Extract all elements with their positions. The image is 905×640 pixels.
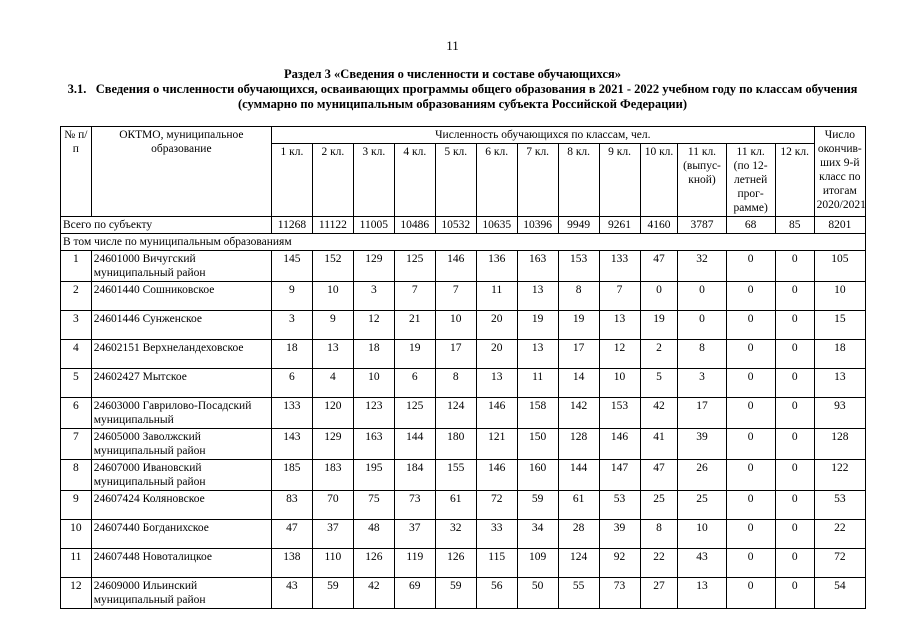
row-value: 3 [271,311,312,340]
row-value: 0 [726,520,775,549]
row-value: 126 [353,549,394,578]
row-value: 43 [678,549,726,578]
header-class: 9 кл. [599,144,640,217]
row-value: 2 [640,340,678,369]
row-value: 0 [678,282,726,311]
header-class: 12 кл. [775,144,814,217]
row-value: 72 [814,549,865,578]
row-value: 0 [726,549,775,578]
row-value: 6 [271,369,312,398]
row-value: 54 [814,578,865,609]
header-class: 10 кл. [640,144,678,217]
subheader-row [61,234,866,251]
table-row [61,429,866,460]
total-cell: 9261 [599,217,640,234]
row-value: 163 [517,251,558,282]
header-class: 6 кл. [476,144,517,217]
row-value: 28 [558,520,599,549]
row-value: 17 [678,398,726,429]
row-value: 34 [517,520,558,549]
table-row [61,578,866,609]
row-value: 53 [599,491,640,520]
row-value: 0 [726,340,775,369]
total-cell: 10532 [435,217,476,234]
row-value: 10 [599,369,640,398]
row-value: 56 [476,578,517,609]
row-value: 22 [640,549,678,578]
row-value: 12 [599,340,640,369]
row-value: 42 [640,398,678,429]
row-value: 9 [312,311,353,340]
header-class: 8 кл. [558,144,599,217]
row-value: 0 [775,311,814,340]
row-value: 25 [640,491,678,520]
row-value: 59 [435,578,476,609]
row-value: 105 [814,251,865,282]
row-value: 0 [775,282,814,311]
row-municipality: 24601000 Вичугский муниципальный район [91,251,271,282]
row-value: 183 [312,460,353,491]
row-value: 13 [517,340,558,369]
row-value: 59 [312,578,353,609]
row-value: 18 [271,340,312,369]
row-municipality: 24602427 Мытское [91,369,271,398]
row-municipality: 24607424 Коляновское [91,491,271,520]
row-value: 0 [775,578,814,609]
row-value: 0 [726,578,775,609]
row-value: 146 [435,251,476,282]
row-value: 10 [353,369,394,398]
row-value: 11 [476,282,517,311]
header-finished: Число окончив-ших 9-й класс по итогам 2020/2021 [814,127,865,217]
row-value: 8 [558,282,599,311]
row-value: 0 [726,491,775,520]
row-number: 8 [61,460,92,491]
row-value: 180 [435,429,476,460]
header-class: 1 кл. [271,144,312,217]
row-value: 109 [517,549,558,578]
row-value: 0 [726,398,775,429]
row-municipality: 24603000 Гаврилово-Посадский муниципальный [91,398,271,429]
row-value: 143 [271,429,312,460]
row-value: 37 [312,520,353,549]
row-value: 8 [640,520,678,549]
total-cell: 11005 [353,217,394,234]
row-value: 13 [599,311,640,340]
total-cell: 9949 [558,217,599,234]
row-value: 153 [558,251,599,282]
row-value: 12 [353,311,394,340]
row-value: 13 [312,340,353,369]
row-value: 19 [640,311,678,340]
row-value: 39 [599,520,640,549]
row-value: 146 [476,398,517,429]
row-value: 18 [353,340,394,369]
row-value: 0 [726,429,775,460]
row-value: 47 [640,460,678,491]
row-value: 33 [476,520,517,549]
table-row [61,251,866,282]
row-value: 0 [775,491,814,520]
row-value: 160 [517,460,558,491]
row-value: 14 [558,369,599,398]
row-value: 0 [775,340,814,369]
row-value: 5 [640,369,678,398]
row-value: 8 [678,340,726,369]
row-value: 155 [435,460,476,491]
row-value: 142 [558,398,599,429]
total-cell: 10635 [476,217,517,234]
header-class: 11 кл. (по 12-летней прог-рамме) [726,144,775,217]
row-number: 6 [61,398,92,429]
subsection-number: 3.1. [67,82,87,96]
row-value: 53 [814,491,865,520]
row-value: 72 [476,491,517,520]
total-cell: 4160 [640,217,678,234]
row-value: 163 [353,429,394,460]
row-value: 125 [394,251,435,282]
row-value: 25 [678,491,726,520]
row-municipality: 24607440 Богданихское [91,520,271,549]
subheader-label: В том числе по муниципальным образованиям [61,234,866,251]
row-value: 13 [678,578,726,609]
header-class: 7 кл. [517,144,558,217]
row-value: 122 [814,460,865,491]
row-value: 55 [558,578,599,609]
row-value: 125 [394,398,435,429]
table-row [61,340,866,369]
row-value: 50 [517,578,558,609]
row-value: 9 [271,282,312,311]
table-row [61,460,866,491]
row-value: 41 [640,429,678,460]
row-value: 146 [476,460,517,491]
header-class: 5 кл. [435,144,476,217]
row-value: 73 [599,578,640,609]
row-number: 9 [61,491,92,520]
row-value: 7 [599,282,640,311]
row-value: 128 [558,429,599,460]
row-value: 129 [353,251,394,282]
row-value: 73 [394,491,435,520]
row-municipality: 24601446 Сунженское [91,311,271,340]
row-value: 13 [476,369,517,398]
row-value: 19 [394,340,435,369]
row-value: 42 [353,578,394,609]
row-value: 7 [394,282,435,311]
row-value: 69 [394,578,435,609]
row-value: 119 [394,549,435,578]
row-value: 0 [775,520,814,549]
row-value: 152 [312,251,353,282]
row-value: 61 [435,491,476,520]
row-value: 19 [517,311,558,340]
row-value: 144 [558,460,599,491]
row-municipality: 24607000 Ивановский муниципальный район [91,460,271,491]
row-value: 146 [599,429,640,460]
subsection-heading [40,82,885,112]
row-value: 70 [312,491,353,520]
row-value: 13 [517,282,558,311]
header-class: 11 кл. (выпус-кной) [678,144,726,217]
row-value: 3 [678,369,726,398]
row-municipality: 24609000 Ильинский муниципальный район [91,578,271,609]
row-value: 0 [726,282,775,311]
row-value: 136 [476,251,517,282]
row-value: 133 [599,251,640,282]
row-number: 3 [61,311,92,340]
header-class: 3 кл. [353,144,394,217]
row-value: 115 [476,549,517,578]
row-value: 10 [435,311,476,340]
row-municipality: 24607448 Новоталицкое [91,549,271,578]
row-value: 32 [435,520,476,549]
table-row [61,282,866,311]
row-number: 1 [61,251,92,282]
total-cell: 10486 [394,217,435,234]
row-value: 4 [312,369,353,398]
row-number: 7 [61,429,92,460]
row-value: 0 [726,251,775,282]
table-row [61,491,866,520]
row-value: 123 [353,398,394,429]
row-value: 0 [775,251,814,282]
total-cell: 85 [775,217,814,234]
row-value: 93 [814,398,865,429]
row-value: 0 [726,311,775,340]
row-number: 4 [61,340,92,369]
header-class: 4 кл. [394,144,435,217]
table-row [61,549,866,578]
total-label: Всего по субъекту [61,217,272,234]
row-value: 124 [435,398,476,429]
row-value: 126 [435,549,476,578]
row-value: 0 [678,311,726,340]
row-value: 128 [814,429,865,460]
total-cell: 3787 [678,217,726,234]
row-value: 18 [814,340,865,369]
row-number: 2 [61,282,92,311]
row-value: 47 [271,520,312,549]
row-value: 0 [726,369,775,398]
row-value: 22 [814,520,865,549]
row-value: 19 [558,311,599,340]
row-value: 15 [814,311,865,340]
row-value: 61 [558,491,599,520]
students-table [60,126,866,609]
row-value: 3 [353,282,394,311]
row-value: 59 [517,491,558,520]
row-value: 6 [394,369,435,398]
row-value: 10 [678,520,726,549]
header-num: № п/п [61,127,92,217]
row-municipality: 24605000 Заволжский муниципальный район [91,429,271,460]
header-oktmo: ОКТМО, муниципальное образование [91,127,271,217]
row-number: 10 [61,520,92,549]
total-cell: 8201 [814,217,865,234]
row-value: 0 [775,460,814,491]
total-cell: 10396 [517,217,558,234]
row-municipality: 24601440 Сошниковское [91,282,271,311]
row-value: 10 [814,282,865,311]
total-cell: 68 [726,217,775,234]
row-value: 147 [599,460,640,491]
row-value: 153 [599,398,640,429]
subsection-title: Сведения о численности обучающихся, осваивающих программы общего образования в 2021 - 2022 учебном году по классам обучения (суммарно по муниципальным образованиям субъекта Российской Федерации) [95,82,858,111]
row-value: 145 [271,251,312,282]
row-value: 11 [517,369,558,398]
row-value: 26 [678,460,726,491]
total-cell: 11268 [271,217,312,234]
row-number: 5 [61,369,92,398]
row-value: 184 [394,460,435,491]
row-value: 138 [271,549,312,578]
total-row [61,217,866,234]
row-value: 39 [678,429,726,460]
row-value: 0 [775,549,814,578]
row-value: 20 [476,311,517,340]
row-value: 110 [312,549,353,578]
row-value: 10 [312,282,353,311]
row-value: 121 [476,429,517,460]
row-number: 12 [61,578,92,609]
row-value: 0 [775,398,814,429]
page-number: 11 [446,38,459,53]
row-value: 27 [640,578,678,609]
row-value: 0 [775,429,814,460]
row-value: 124 [558,549,599,578]
row-value: 20 [476,340,517,369]
row-value: 17 [435,340,476,369]
section-title: Раздел 3 «Сведения о численности и составе обучающихся» [283,67,622,81]
table-row [61,311,866,340]
total-cell: 11122 [312,217,353,234]
row-value: 37 [394,520,435,549]
row-value: 8 [435,369,476,398]
row-value: 17 [558,340,599,369]
row-value: 32 [678,251,726,282]
row-value: 13 [814,369,865,398]
row-value: 158 [517,398,558,429]
row-value: 48 [353,520,394,549]
row-value: 0 [640,282,678,311]
row-value: 92 [599,549,640,578]
row-value: 144 [394,429,435,460]
header-class: 2 кл. [312,144,353,217]
row-value: 83 [271,491,312,520]
table-row [61,369,866,398]
row-value: 195 [353,460,394,491]
row-value: 43 [271,578,312,609]
row-value: 75 [353,491,394,520]
row-municipality: 24602151 Верхнеландеховское [91,340,271,369]
row-value: 47 [640,251,678,282]
header-group: Численность обучающихся по классам, чел. [271,127,814,144]
row-value: 21 [394,311,435,340]
row-number: 11 [61,549,92,578]
row-value: 133 [271,398,312,429]
row-value: 0 [775,369,814,398]
row-value: 185 [271,460,312,491]
row-value: 120 [312,398,353,429]
row-value: 150 [517,429,558,460]
row-value: 0 [726,460,775,491]
row-value: 129 [312,429,353,460]
table-row [61,398,866,429]
row-value: 7 [435,282,476,311]
table-row [61,520,866,549]
